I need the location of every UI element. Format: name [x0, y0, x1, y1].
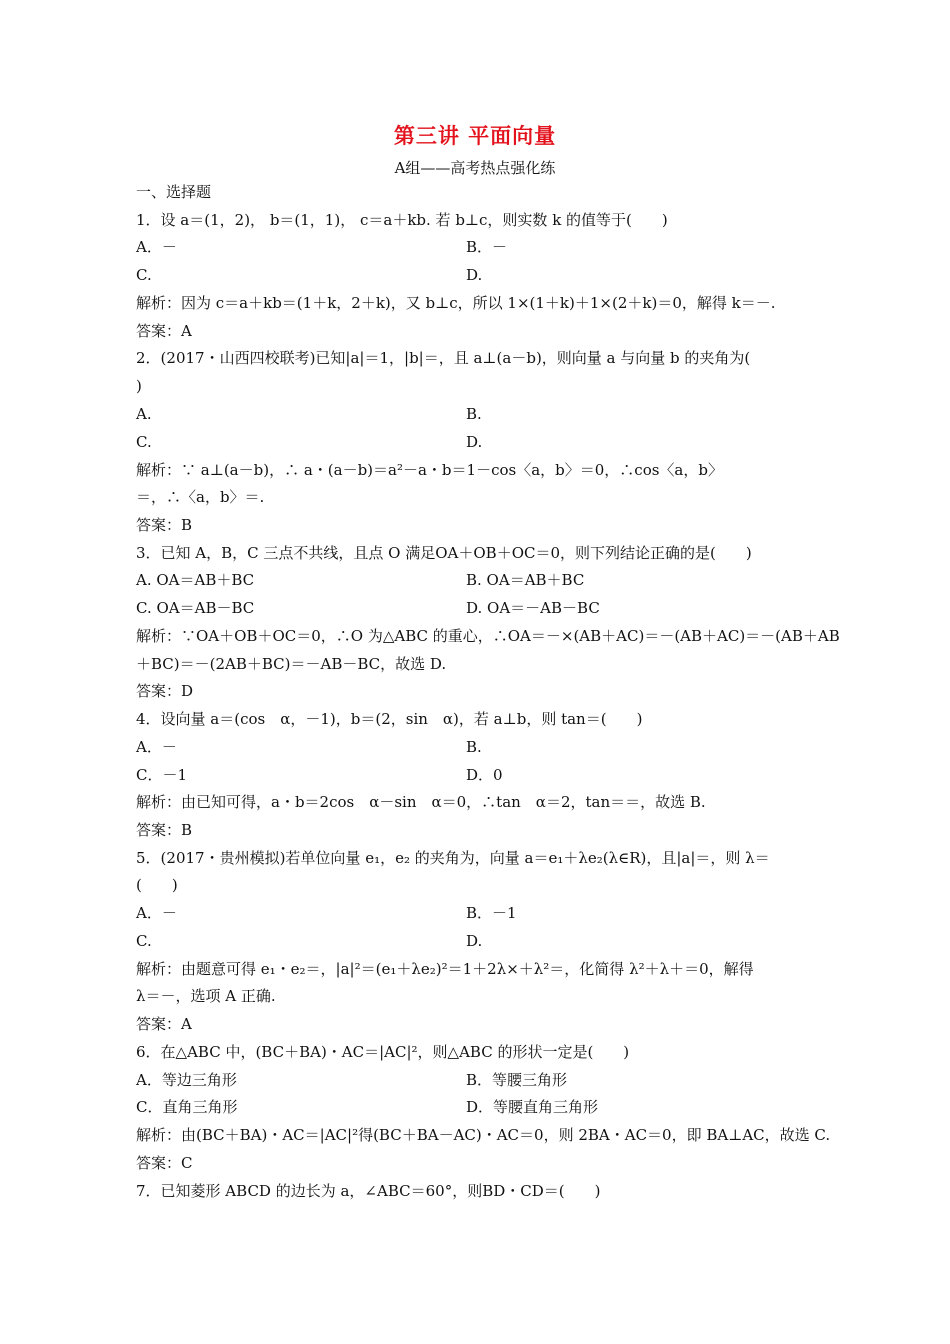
- q5-option-a: A．－: [136, 904, 177, 922]
- question-4: 4．设向量 a＝(cos α，－1)，b＝(2，sin α)，若 a⊥b，则 tan＝( ): [136, 710, 643, 728]
- question-2-cont: ): [136, 377, 142, 395]
- q3-answer: 答案：D: [136, 682, 194, 700]
- q1-answer: 答案：A: [136, 322, 192, 340]
- q6-option-b: B．等腰三角形: [466, 1071, 568, 1089]
- q5-solution-2: λ＝－，选项 A 正确.: [136, 987, 276, 1005]
- question-7: 7．已知菱形 ABCD 的边长为 a，∠ABC＝60°，则BD・CD＝( ): [136, 1182, 601, 1200]
- q2-solution-2: ＝，∴〈a，b〉＝.: [136, 488, 265, 506]
- q6-option-d: D．等腰直角三角形: [466, 1098, 599, 1116]
- q1-option-a: A．－: [136, 238, 177, 256]
- q6-answer: 答案：C: [136, 1154, 193, 1172]
- q6-solution: 解析：由(BC＋BA)・AC＝|AC|²得(BC＋BA－AC)・AC＝0，则 2BA・AC＝0，即 BA⊥AC，故选 C.: [136, 1126, 831, 1144]
- q2-option-d: D.: [466, 433, 483, 451]
- q4-solution: 解析：由已知可得，a・b＝2cos α－sin α＝0，∴tan α＝2，tan＝＝，故选 B.: [136, 793, 706, 811]
- question-6: 6．在△ABC 中，(BC＋BA)・AC＝|AC|²，则△ABC 的形状一定是( ): [136, 1043, 630, 1061]
- question-2: 2．(2017・山西四校联考)已知|a|＝1，|b|＝，且 a⊥(a－b)，则向量 a 与向量 b 的夹角为(: [136, 349, 751, 367]
- q2-option-a: A.: [136, 405, 152, 423]
- q4-option-c: C．－1: [136, 766, 188, 784]
- q3-option-c: C. OA＝AB－BC: [136, 599, 255, 617]
- q1-solution: 解析：因为 c＝a＋kb＝(1＋k，2＋k)，又 b⊥c，所以 1×(1＋k)＋1×(2＋k)＝0，解得 k＝－.: [136, 294, 776, 312]
- q6-option-c: C．直角三角形: [136, 1098, 238, 1116]
- question-5: 5．(2017・贵州模拟)若单位向量 e₁，e₂ 的夹角为，向量 a＝e₁＋λe₂(λ∈R)，且|a|＝，则 λ＝: [136, 849, 770, 867]
- q2-solution-1: 解析：∵ a⊥(a－b)，∴ a・(a－b)＝a²－a・b＝1－cos〈a，b〉＝0，∴cos〈a，b〉: [136, 461, 723, 479]
- q2-answer: 答案：B: [136, 516, 193, 534]
- question-1: 1．设 a＝(1，2)， b＝(1，1)， c＝a＋kb. 若 b⊥c，则实数 k 的值等于( ): [136, 211, 668, 229]
- q4-option-b: B.: [466, 738, 482, 756]
- q2-option-c: C.: [136, 433, 152, 451]
- q1-option-d: D.: [466, 266, 483, 284]
- q5-answer: 答案：A: [136, 1015, 192, 1033]
- q3-option-d: D. OA＝－AB－BC: [466, 599, 600, 617]
- q3-option-a: A. OA＝AB＋BC: [136, 571, 255, 589]
- question-5-cont: ( ): [136, 876, 178, 894]
- q6-option-a: A．等边三角形: [136, 1071, 237, 1089]
- section-heading: 一、选择题: [136, 183, 212, 201]
- q5-option-d: D.: [466, 932, 483, 950]
- page-title: 第三讲 平面向量: [393, 124, 557, 148]
- q4-answer: 答案：B: [136, 821, 193, 839]
- q4-option-d: D．0: [466, 766, 503, 784]
- q2-option-b: B.: [466, 405, 482, 423]
- q1-option-c: C.: [136, 266, 152, 284]
- q3-option-b: B. OA＝AB＋BC: [466, 571, 585, 589]
- q5-option-b: B．－1: [466, 904, 517, 922]
- q4-option-a: A．－: [136, 738, 177, 756]
- q1-option-b: B．－: [466, 238, 508, 256]
- question-3: 3．已知 A，B，C 三点不共线，且点 O 满足OA＋OB＋OC＝0，则下列结论正确的是( ): [136, 544, 752, 562]
- q3-solution-1: 解析：∵OA＋OB＋OC＝0，∴O 为△ABC 的重心，∴OA＝－×(AB＋AC)＝－(AB＋AC)＝－(AB＋AB: [136, 627, 840, 645]
- q5-solution-1: 解析：由题意可得 e₁・e₂＝，|a|²＝(e₁＋λe₂)²＝1＋2λ×＋λ²＝，化简得 λ²＋λ＋＝0，解得: [136, 960, 754, 978]
- page-subtitle: A组——高考热点强化练: [394, 159, 556, 177]
- q5-option-c: C.: [136, 932, 152, 950]
- q3-solution-2: ＋BC)＝－(2AB＋BC)＝－AB－BC，故选 D.: [136, 655, 447, 673]
